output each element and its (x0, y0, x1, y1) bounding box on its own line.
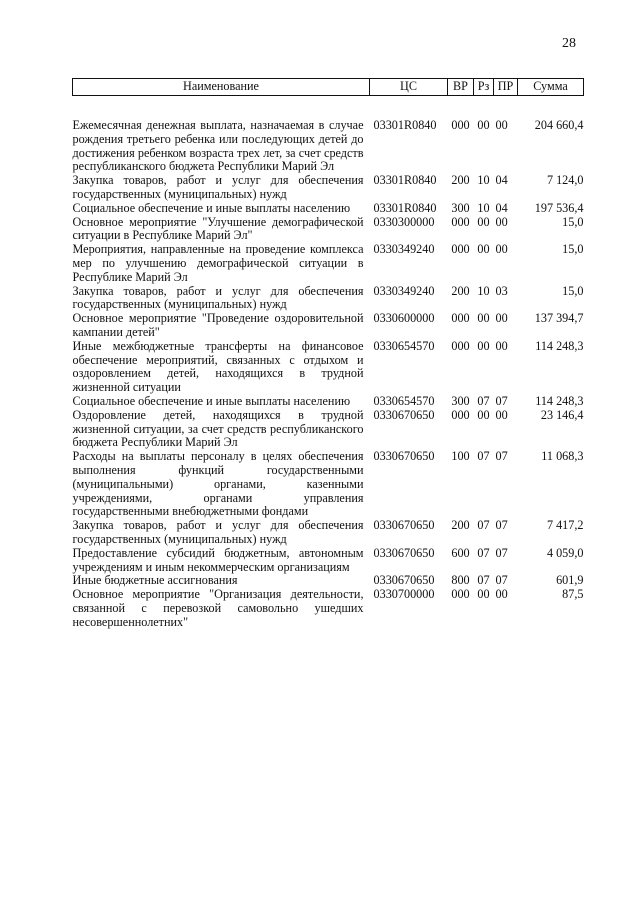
row-cs: 03301R0840 (373, 118, 437, 132)
row-sum: 15,0 (562, 283, 584, 298)
table-row (73, 96, 584, 175)
row-vr: 300 (451, 393, 470, 408)
row-name: Основное мероприятие "Проведение оздоровительной кампании детей" (72, 311, 364, 339)
row-sum: 23 146,4 (540, 407, 584, 422)
table-row (73, 216, 584, 244)
row-cs: 0330670650 (373, 449, 435, 464)
table-row (73, 519, 584, 547)
table-row (73, 409, 584, 450)
row-vr: 000 (451, 242, 470, 257)
header-sum: Сумма (518, 79, 584, 96)
row-vr: 200 (451, 173, 470, 188)
table-row (73, 243, 584, 284)
budget-table (72, 78, 584, 629)
table-row (73, 588, 584, 629)
table-row (73, 174, 584, 202)
row-vr: 000 (451, 311, 470, 326)
row-vr: 600 (451, 545, 470, 560)
table-row (73, 450, 584, 519)
row-sum: 7 124,0 (546, 173, 584, 188)
row-sum: 15,0 (562, 214, 584, 229)
row-sum: 15,0 (562, 242, 584, 257)
row-cs: 0330349240 (373, 283, 435, 298)
row-vr: 000 (451, 338, 470, 353)
row-cs: 0330700000 (373, 587, 435, 602)
row-rz: 10 (477, 200, 490, 215)
table-row (73, 285, 584, 313)
row-pr: 04 (495, 200, 508, 215)
header-rz: Рз (474, 79, 494, 96)
row-pr: 00 (495, 407, 508, 422)
row-pr: 00 (495, 587, 508, 602)
row-pr: 07 (495, 449, 508, 464)
table-row (73, 340, 584, 395)
row-rz: 07 (477, 393, 490, 408)
row-vr: 800 (451, 573, 470, 588)
row-name: Закупка товаров, работ и услуг для обеспечения государственных (муниципальных) нужд (72, 518, 364, 546)
row-pr: 07 (495, 393, 508, 408)
row-pr: 00 (495, 338, 508, 353)
row-rz: 07 (477, 545, 490, 560)
header-cs: ЦС (370, 79, 448, 96)
row-vr: 000 (451, 118, 470, 132)
row-cs: 0330654570 (373, 393, 435, 408)
row-rz: 07 (477, 518, 490, 533)
row-pr: 07 (495, 573, 508, 588)
row-name: Основное мероприятие "Улучшение демографической ситуации в Республике Марий Эл" (72, 214, 364, 243)
row-cs: 03301R0840 (373, 200, 437, 215)
row-pr: 07 (495, 518, 508, 533)
row-rz: 07 (477, 449, 490, 464)
row-pr: 00 (495, 214, 508, 229)
table-row (73, 395, 584, 409)
row-cs: 0330670650 (373, 573, 435, 588)
row-sum: 601,9 (556, 573, 584, 588)
row-name: Мероприятия, направленные на проведение комплекса мер по улучшению демографической ситуации в Республике Марий Эл (72, 242, 364, 284)
row-pr: 00 (495, 118, 508, 132)
row-rz: 00 (477, 407, 490, 422)
row-name: Ежемесячная денежная выплата, назначаемая в случае рождения третьего ребенка или последующих детей до достижения ребенком возраста трех лет, за счет средств республиканского бюджета Республики Марий Эл (72, 118, 364, 174)
row-sum: 11 068,3 (541, 449, 584, 464)
row-vr: 000 (451, 407, 470, 422)
row-rz: 00 (477, 338, 490, 353)
row-rz: 00 (477, 242, 490, 257)
table-row (73, 312, 584, 340)
row-vr: 200 (451, 283, 470, 298)
row-sum: 7 417,2 (546, 518, 584, 533)
table-row (73, 202, 584, 216)
row-rz: 10 (477, 173, 490, 188)
row-rz: 07 (477, 573, 490, 588)
row-name: Предоставление субсидий бюджетным, автономным учреждениям и иным некоммерческим организациям (72, 545, 364, 574)
row-name: Закупка товаров, работ и услуг для обеспечения государственных (муниципальных) нужд (72, 173, 364, 201)
row-sum: 114 248,3 (535, 338, 584, 353)
row-pr: 03 (495, 283, 508, 298)
row-rz: 00 (477, 118, 490, 132)
row-cs: 0330670650 (373, 518, 435, 533)
row-cs: 0330300000 (373, 214, 435, 229)
row-sum: 87,5 (562, 587, 584, 602)
row-sum: 4 059,0 (546, 545, 584, 560)
row-rz: 00 (477, 214, 490, 229)
row-sum: 197 536,4 (534, 200, 584, 215)
row-rz: 10 (477, 283, 490, 298)
row-cs: 0330654570 (373, 338, 435, 353)
row-pr: 07 (495, 545, 508, 560)
header-vr: ВР (448, 79, 474, 96)
row-cs: 03301R0840 (373, 173, 437, 188)
row-name: Оздоровление детей, находящихся в трудной жизненной ситуации, за счет средств республиканского бюджета Республики Марий Эл (72, 407, 364, 450)
row-vr: 300 (451, 200, 470, 215)
header-pr: ПР (494, 79, 518, 96)
row-name: Иные бюджетные ассигнования (72, 573, 238, 588)
row-cs: 0330349240 (373, 242, 435, 257)
table-row (73, 547, 584, 575)
table-row (73, 574, 584, 588)
row-vr: 200 (451, 518, 470, 533)
row-cs: 0330670650 (373, 545, 435, 560)
row-name: Социальное обеспечение и иные выплаты населению (72, 200, 351, 215)
row-cs: 0330670650 (373, 407, 435, 422)
header-name: Наименование (73, 79, 370, 96)
page-number: 28 (562, 36, 576, 51)
row-vr: 000 (451, 587, 470, 602)
row-name: Расходы на выплаты персоналу в целях обеспечения выполнения функций государственными (муниципальными) органами, казенными учреждениями, органами управления государственными внебюджетными фондами (72, 449, 364, 519)
row-rz: 00 (477, 587, 490, 602)
row-pr: 00 (495, 242, 508, 257)
row-vr: 000 (451, 214, 470, 229)
row-name: Закупка товаров, работ и услуг для обеспечения государственных (муниципальных) нужд (72, 283, 364, 312)
row-rz: 00 (477, 311, 490, 326)
row-sum: 137 394,7 (534, 311, 584, 326)
row-cs: 0330600000 (373, 311, 435, 326)
row-name: Основное мероприятие "Организация деятельности, связанной с перевозкой самовольно ушедших несовершеннолетних" (72, 587, 364, 629)
row-sum: 114 248,3 (535, 393, 584, 408)
row-sum: 204 660,4 (534, 118, 584, 132)
row-name: Иные межбюджетные трансферты на финансовое обеспечение мероприятий, связанных с отдыхом и оздоровлением детей, находящихся в трудной жизненной ситуации (72, 338, 364, 395)
row-pr: 04 (495, 173, 508, 188)
row-pr: 00 (495, 311, 508, 326)
row-vr: 100 (451, 449, 470, 464)
row-name: Социальное обеспечение и иные выплаты населению (72, 393, 351, 408)
table-header-row (73, 79, 584, 96)
